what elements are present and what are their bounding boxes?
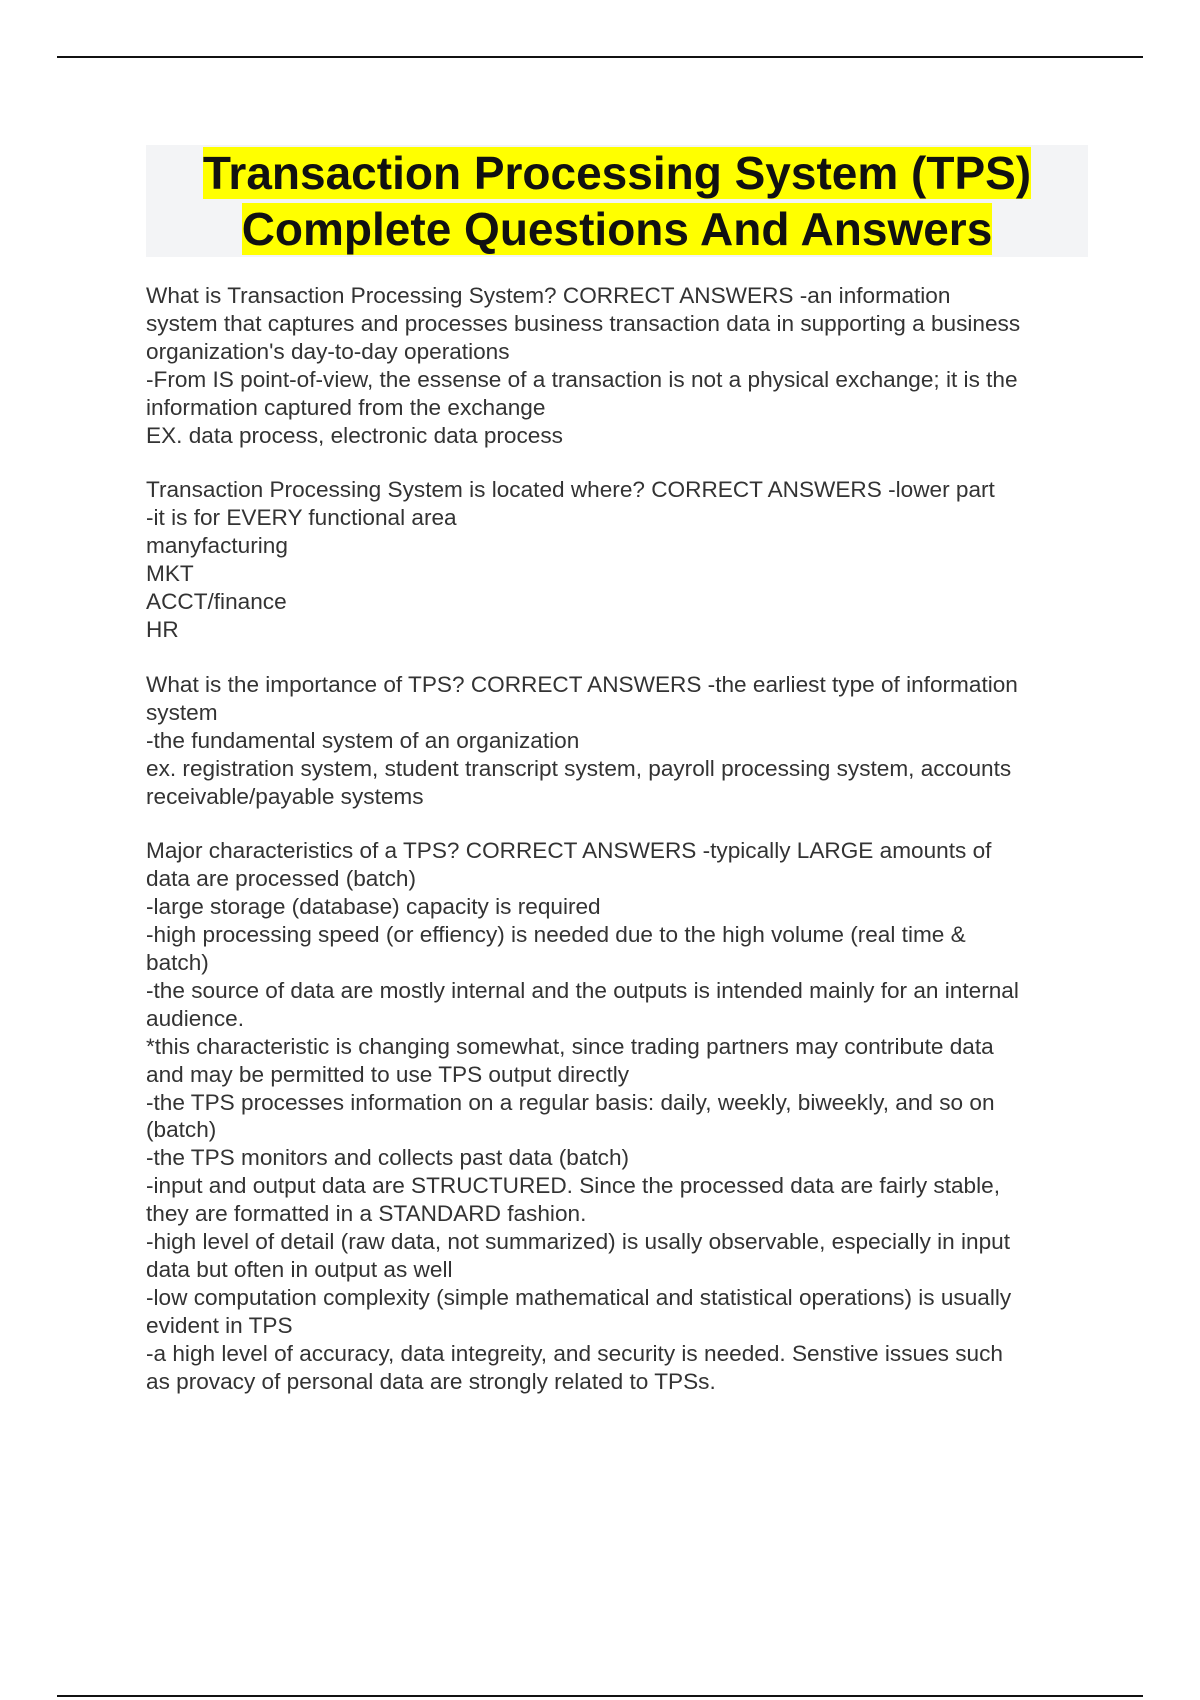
text-line: Transaction Processing System is located where? CORRECT ANSWERS -lower part — [146, 477, 995, 503]
text-line: What is Transaction Processing System? CORRECT ANSWERS -an information — [146, 283, 951, 308]
title-line-2: Complete Questions And Answers — [241, 203, 993, 255]
text-line: MKT — [146, 561, 194, 587]
qa-item — [146, 282, 1091, 449]
qa-item — [146, 671, 1091, 811]
text-line: -From IS point-of-view, the essense of a transaction is not a physical exchange; it is the — [146, 366, 1018, 392]
text-line: (batch) — [146, 1117, 217, 1143]
text-line: batch) — [146, 950, 209, 976]
text-line: *this characteristic is changing somewhat, since trading partners may contribute data — [146, 1033, 994, 1059]
text-line: audience. — [146, 1005, 244, 1031]
document-body — [146, 282, 1091, 1423]
document-title — [146, 145, 1088, 257]
text-line: organization's day-to-day operations — [146, 338, 510, 364]
text-line: as provacy of personal data are strongly related to TPSs. — [146, 1368, 716, 1394]
text-line: evident in TPS — [146, 1312, 293, 1338]
top-divider — [57, 56, 1143, 58]
text-line: ACCT/finance — [146, 589, 287, 615]
text-line: manyfacturing — [146, 533, 288, 559]
text-line: -the fundamental system of an organization — [146, 727, 580, 753]
qa-item — [146, 837, 1091, 1395]
bottom-divider — [57, 1695, 1143, 1697]
text-line: Major characteristics of a TPS? CORRECT ANSWERS -typically LARGE amounts of — [146, 838, 992, 864]
text-line: -large storage (database) capacity is required — [146, 894, 601, 920]
text-line: What is the importance of TPS? CORRECT ANSWERS -the earliest type of information — [146, 671, 1018, 697]
text-line: ex. registration system, student transcript system, payroll processing system, accounts — [146, 755, 1012, 781]
text-line: data are processed (batch) — [146, 866, 417, 892]
text-line: -the TPS monitors and collects past data (batch) — [146, 1145, 630, 1171]
text-line: -high processing speed (or effiency) is needed due to the high volume (real time & — [146, 922, 966, 948]
text-line: -input and output data are STRUCTURED. Since the processed data are fairly stable, — [146, 1173, 1000, 1199]
title-line-1: Transaction Processing System (TPS) — [202, 147, 1032, 199]
text-line: receivable/payable systems — [146, 783, 424, 809]
text-line: -the TPS processes information on a regular basis: daily, weekly, biweekly, and so on — [146, 1089, 995, 1115]
text-line: data but often in output as well — [146, 1257, 453, 1282]
qa-item — [146, 476, 1091, 643]
text-line: -low computation complexity (simple mathematical and statistical operations) is usually — [146, 1284, 1012, 1310]
text-line: and may be permitted to use TPS output directly — [146, 1061, 630, 1087]
text-line: system that captures and processes business transaction data in supporting a business — [146, 310, 1021, 336]
text-line: -high level of detail (raw data, not summarized) is usally observable, especially in input — [146, 1229, 1011, 1255]
text-line: they are formatted in a STANDARD fashion. — [146, 1201, 587, 1227]
text-line: EX. data process, electronic data process — [146, 422, 563, 448]
text-line: -a high level of accuracy, data integreity, and security is needed. Senstive issues such — [146, 1340, 1003, 1366]
text-line: -the source of data are mostly internal and the outputs is intended mainly for an internal — [146, 977, 1019, 1003]
text-line: system — [146, 699, 218, 725]
text-line: -it is for EVERY functional area — [146, 505, 457, 531]
text-line: information captured from the exchange — [146, 394, 546, 420]
text-line: HR — [146, 616, 179, 642]
